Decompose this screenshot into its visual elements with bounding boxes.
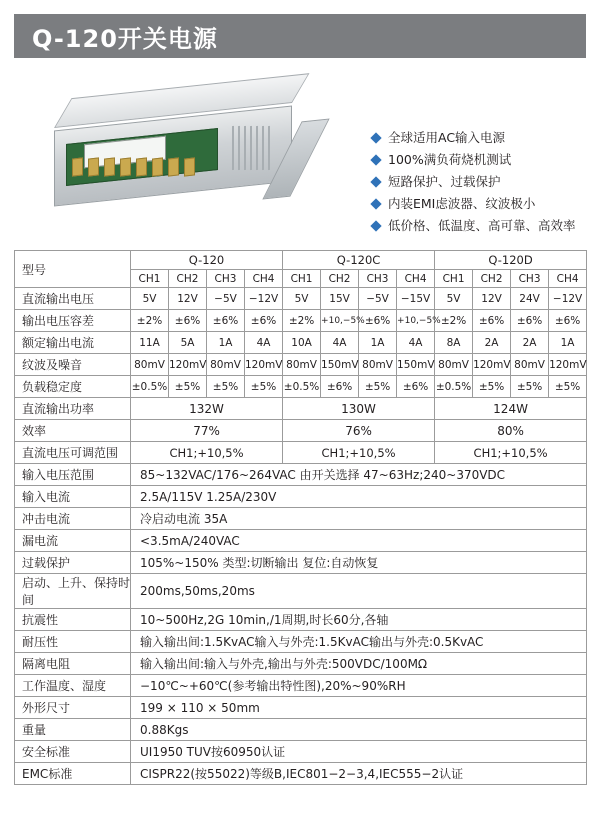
cell: ±6% <box>207 310 245 332</box>
cell: −5V <box>207 288 245 310</box>
cell: 132W <box>131 398 283 420</box>
cell: ±5% <box>511 376 549 398</box>
cell: CH1;+10,5% <box>131 442 283 464</box>
cell: ±6% <box>473 310 511 332</box>
cell: ±6% <box>359 310 397 332</box>
table-row <box>15 288 587 310</box>
cell: ±6% <box>169 310 207 332</box>
row-label: 输出电压容差 <box>15 310 131 332</box>
cell: +10,−5% <box>321 310 359 332</box>
cell: 5V <box>131 288 169 310</box>
cell: ±5% <box>473 376 511 398</box>
table-row <box>15 530 587 552</box>
cell: ±5% <box>245 376 283 398</box>
cell: −12V <box>245 288 283 310</box>
cell: 15V <box>321 288 359 310</box>
psu-vent <box>238 126 240 170</box>
product-overview <box>14 70 586 242</box>
row-label: 抗震性 <box>15 609 131 631</box>
cell: ±6% <box>321 376 359 398</box>
row-label: 直流输出功率 <box>15 398 131 420</box>
page-title: Q-120开关电源 <box>32 24 218 53</box>
cell: CH1;+10,5% <box>283 442 435 464</box>
channel-header: CH2 <box>473 270 511 288</box>
table-row <box>15 697 587 719</box>
cell: CISPR22(按55022)等级B,IEC801−2−3,4,IEC555−2认证 <box>131 763 587 785</box>
group-header: Q-120C <box>283 251 435 270</box>
cell: 2A <box>511 332 549 354</box>
cell: 24V <box>511 288 549 310</box>
cell: CH1;+10,5% <box>435 442 587 464</box>
cell: 85~132VAC/176~264VAC 由开关选择 47~63Hz;240~370VDC <box>131 464 587 486</box>
cell: −5V <box>359 288 397 310</box>
cell: 11A <box>131 332 169 354</box>
cell: 130W <box>283 398 435 420</box>
channel-header: CH2 <box>321 270 359 288</box>
switching-power-supply-photo <box>26 78 326 233</box>
cell: ±2% <box>131 310 169 332</box>
psu-terminal <box>168 157 179 176</box>
cell: ±5% <box>207 376 245 398</box>
table-row <box>15 631 587 653</box>
psu-illustration <box>36 96 316 216</box>
cell: 80mV <box>511 354 549 376</box>
cell: −12V <box>549 288 587 310</box>
table-row <box>15 552 587 574</box>
cell: 4A <box>397 332 435 354</box>
cell: 1A <box>207 332 245 354</box>
table-row <box>15 310 587 332</box>
cell: 120mV <box>473 354 511 376</box>
table-row <box>15 420 587 442</box>
table-row <box>15 398 587 420</box>
psu-terminal <box>152 157 163 176</box>
feature-item <box>372 130 587 145</box>
channel-header: CH4 <box>549 270 587 288</box>
channel-header: CH4 <box>245 270 283 288</box>
row-label: 额定输出电流 <box>15 332 131 354</box>
feature-text: 低价格、低温度、高可靠、高效率 <box>388 218 576 233</box>
channel-header: CH2 <box>169 270 207 288</box>
cell: 1A <box>359 332 397 354</box>
channel-header: CH3 <box>207 270 245 288</box>
row-label: 直流电压可调范围 <box>15 442 131 464</box>
row-label: 外形尺寸 <box>15 697 131 719</box>
psu-vent <box>268 126 270 170</box>
table-row <box>15 763 587 785</box>
psu-vent <box>232 126 234 170</box>
cell: 150mV <box>397 354 435 376</box>
diamond-bullet-icon <box>370 132 381 143</box>
cell: 120mV <box>549 354 587 376</box>
row-label: 工作温度、湿度 <box>15 675 131 697</box>
cell: UI1950 TUV按60950认证 <box>131 741 587 763</box>
feature-text: 内装EMI虑波器、纹波极小 <box>388 196 536 211</box>
channel-header: CH3 <box>359 270 397 288</box>
feature-item <box>372 196 587 211</box>
cell: ±0.5% <box>131 376 169 398</box>
cell: 199 × 110 × 50mm <box>131 697 587 719</box>
cell: 80% <box>435 420 587 442</box>
feature-text: 全球适用AC输入电源 <box>388 130 506 145</box>
cell: ±5% <box>549 376 587 398</box>
table-row <box>15 486 587 508</box>
row-label: EMC标准 <box>15 763 131 785</box>
psu-terminal <box>72 157 83 176</box>
diamond-bullet-icon <box>370 154 381 165</box>
channel-header: CH1 <box>435 270 473 288</box>
cell: 8A <box>435 332 473 354</box>
table-row <box>15 675 587 697</box>
feature-list <box>372 130 587 240</box>
psu-vent <box>256 126 258 170</box>
row-label: 纹波及噪音 <box>15 354 131 376</box>
table-row <box>15 653 587 675</box>
table-row <box>15 741 587 763</box>
cell: ±6% <box>397 376 435 398</box>
psu-terminal <box>136 157 147 176</box>
cell: ±5% <box>169 376 207 398</box>
cell: −10℃~+60℃(参考输出特性图),20%~90%RH <box>131 675 587 697</box>
cell: 4A <box>321 332 359 354</box>
cell: 输入输出间:1.5KvAC输入与外壳:1.5KvAC输出与外壳:0.5KvAC <box>131 631 587 653</box>
row-label: 输入电流 <box>15 486 131 508</box>
feature-text: 短路保护、过载保护 <box>388 174 501 189</box>
cell: 输入输出间:输入与外壳,输出与外壳:500VDC/100MΩ <box>131 653 587 675</box>
diamond-bullet-icon <box>370 176 381 187</box>
cell: 4A <box>245 332 283 354</box>
row-label: 漏电流 <box>15 530 131 552</box>
cell: ±0.5% <box>283 376 321 398</box>
cell: 77% <box>131 420 283 442</box>
cell: 200ms,50ms,20ms <box>131 574 587 609</box>
cell: 5V <box>283 288 321 310</box>
cell: ±6% <box>245 310 283 332</box>
cell: 80mV <box>131 354 169 376</box>
cell: 76% <box>283 420 435 442</box>
table-row <box>15 251 587 270</box>
channel-header: CH1 <box>283 270 321 288</box>
psu-terminal <box>104 157 115 176</box>
cell: 12V <box>473 288 511 310</box>
channel-header: CH3 <box>511 270 549 288</box>
cell: 5V <box>435 288 473 310</box>
table-row <box>15 719 587 741</box>
cell: ±6% <box>511 310 549 332</box>
psu-terminal <box>120 157 131 176</box>
cell: ±2% <box>435 310 473 332</box>
psu-vent <box>244 126 246 170</box>
feature-item <box>372 152 587 167</box>
channel-header: CH1 <box>131 270 169 288</box>
table-row <box>15 442 587 464</box>
row-label: 启动、上升、保持时间 <box>15 574 131 609</box>
table-row <box>15 508 587 530</box>
group-header: Q-120 <box>131 251 283 270</box>
cell: 10A <box>283 332 321 354</box>
cell: 12V <box>169 288 207 310</box>
table-row <box>15 354 587 376</box>
cell: 冷启动电流 35A <box>131 508 587 530</box>
table-row <box>15 464 587 486</box>
cell: ±6% <box>549 310 587 332</box>
row-label: 隔离电阻 <box>15 653 131 675</box>
cell: 1A <box>549 332 587 354</box>
cell: <3.5mA/240VAC <box>131 530 587 552</box>
table-row <box>15 574 587 609</box>
row-label: 冲击电流 <box>15 508 131 530</box>
row-label: 过载保护 <box>15 552 131 574</box>
table-row <box>15 609 587 631</box>
cell: 150mV <box>321 354 359 376</box>
feature-item <box>372 218 587 233</box>
page-header <box>14 14 586 58</box>
row-label: 负载稳定度 <box>15 376 131 398</box>
cell: 105%~150% 类型:切断输出 复位:自动恢复 <box>131 552 587 574</box>
table-row <box>15 332 587 354</box>
cell: 2.5A/115V 1.25A/230V <box>131 486 587 508</box>
cell: 80mV <box>283 354 321 376</box>
channel-header: CH4 <box>397 270 435 288</box>
group-header: Q-120D <box>435 251 587 270</box>
table-row <box>15 376 587 398</box>
cell: 5A <box>169 332 207 354</box>
specification-table <box>14 250 587 785</box>
cell: +10,−5% <box>397 310 435 332</box>
cell: 80mV <box>359 354 397 376</box>
cell: 120mV <box>169 354 207 376</box>
cell: ±5% <box>359 376 397 398</box>
cell: 120mV <box>245 354 283 376</box>
feature-item <box>372 174 587 189</box>
diamond-bullet-icon <box>370 220 381 231</box>
cell: 124W <box>435 398 587 420</box>
cell: 10~500Hz,2G 10min,/1周期,时长60分,各轴 <box>131 609 587 631</box>
row-label: 直流输出电压 <box>15 288 131 310</box>
row-label: 安全标准 <box>15 741 131 763</box>
row-label: 输入电压范围 <box>15 464 131 486</box>
cell: 2A <box>473 332 511 354</box>
psu-terminal <box>88 157 99 176</box>
model-label: 型号 <box>15 251 131 288</box>
cell: 0.88Kgs <box>131 719 587 741</box>
feature-text: 100%满负荷烧机测试 <box>388 152 512 167</box>
diamond-bullet-icon <box>370 198 381 209</box>
cell: ±0.5% <box>435 376 473 398</box>
psu-vent <box>262 126 264 170</box>
cell: ±2% <box>283 310 321 332</box>
row-label: 重量 <box>15 719 131 741</box>
cell: 80mV <box>207 354 245 376</box>
row-label: 耐压性 <box>15 631 131 653</box>
psu-terminal <box>184 157 195 176</box>
psu-vent <box>250 126 252 170</box>
row-label: 效率 <box>15 420 131 442</box>
cell: 80mV <box>435 354 473 376</box>
cell: −15V <box>397 288 435 310</box>
